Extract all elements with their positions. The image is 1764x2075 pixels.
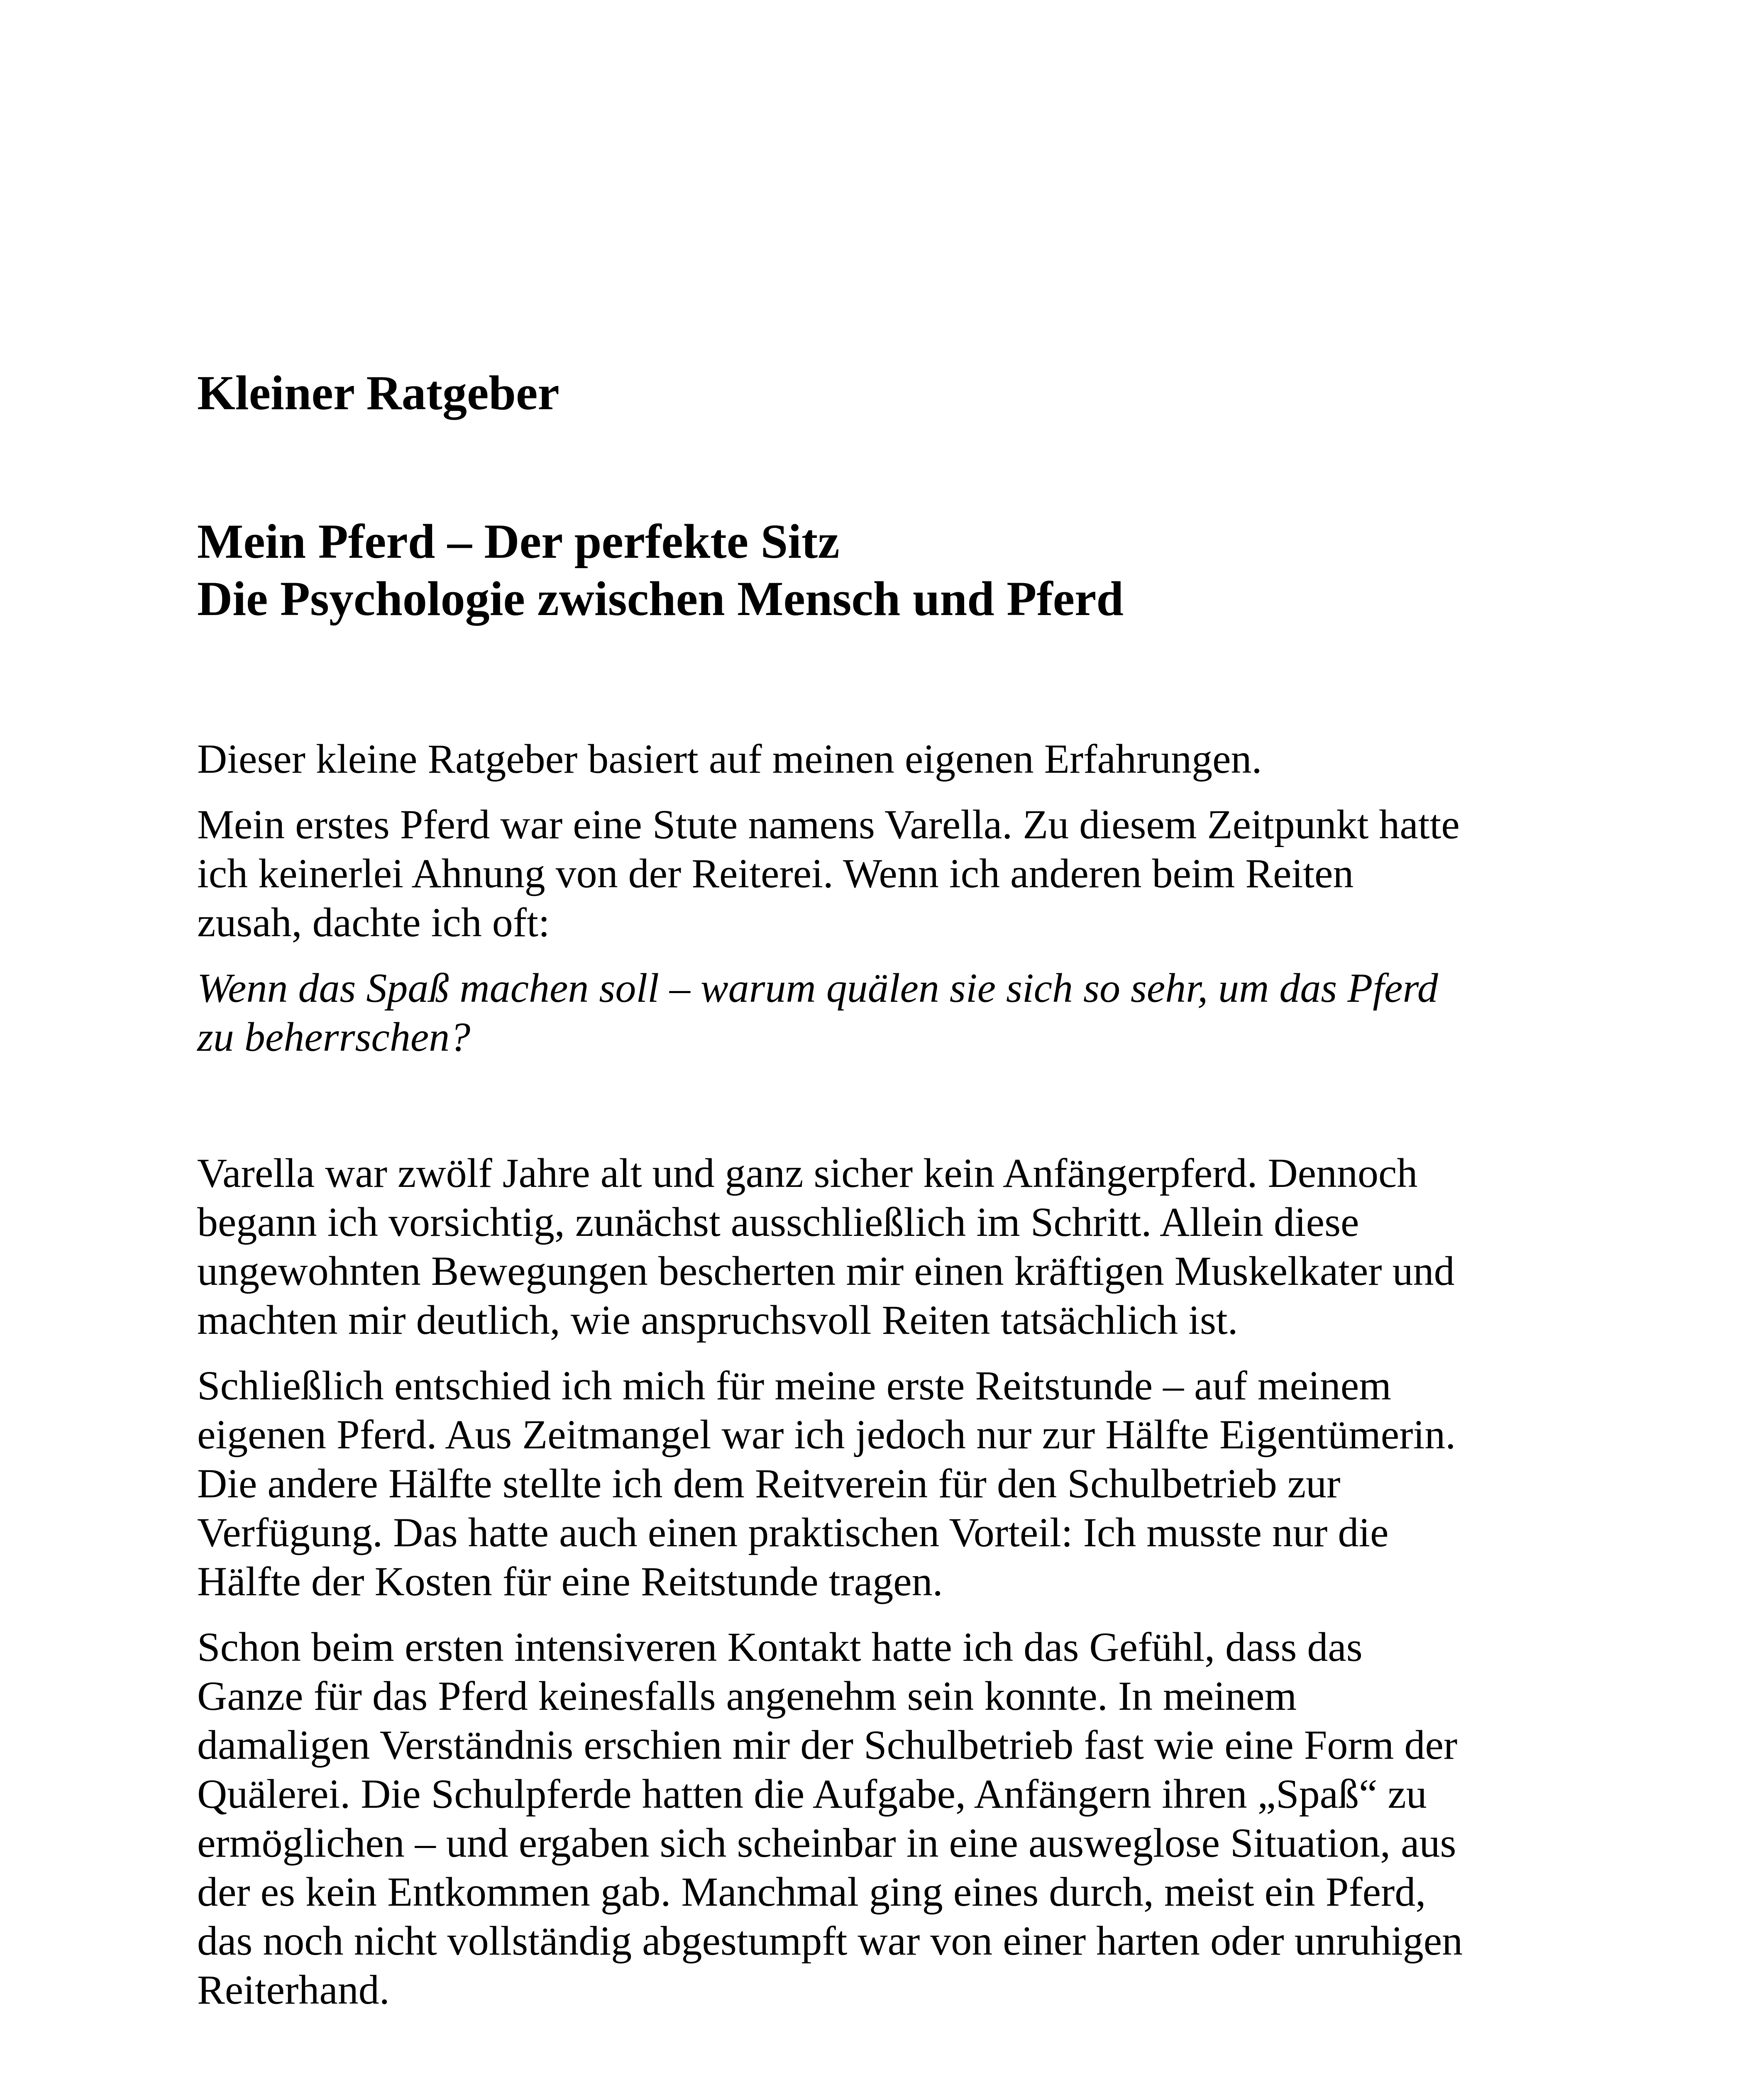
book-title: Kleiner Ratgeber: [197, 366, 559, 420]
text-line: Schon beim ersten intensiveren Kontakt hatte ich das Gefühl, dass das: [197, 1624, 1363, 1670]
text-line: eigenen Pferd. Aus Zeitmangel war ich jedoch nur zur Hälfte Eigentümerin.: [197, 1411, 1456, 1457]
body-text: [197, 735, 1600, 2014]
text-line: zusah, dachte ich oft:: [197, 899, 550, 945]
text-line: ich keinerlei Ahnung von der Reiterei. Wenn ich anderen beim Reiten: [197, 850, 1354, 896]
text-line: Reiterhand.: [197, 1967, 390, 2013]
paragraph-varella: [197, 1149, 1600, 1345]
paragraph-intro: [197, 735, 1600, 784]
text-line: ermöglichen – und ergaben sich scheinbar in eine ausweglose Situation, aus: [197, 1820, 1456, 1866]
text-line: Hälfte der Kosten für eine Reitstunde tragen.: [197, 1558, 943, 1604]
text-line: machten mir deutlich, wie anspruchsvoll Reiten tatsächlich ist.: [197, 1297, 1238, 1343]
page-content: [197, 364, 1600, 2014]
text-line: das noch nicht vollständig abgestumpft war von einer harten oder unruhigen: [197, 1918, 1463, 1964]
text-line: Wenn das Spaß machen soll – warum quälen sie sich so sehr, um das Pferd: [197, 965, 1438, 1011]
text-line: Varella war zwölf Jahre alt und ganz sicher kein Anfängerpferd. Dennoch: [197, 1150, 1418, 1196]
chapter-title: [197, 513, 1600, 627]
text-line: Dieser kleine Ratgeber basiert auf meinen eigenen Erfahrungen.: [197, 736, 1262, 782]
text-line: Verfügung. Das hatte auch einen praktischen Vorteil: Ich musste nur die: [197, 1509, 1389, 1555]
chapter-title-line: Die Psychologie zwischen Mensch und Pferd: [197, 571, 1124, 626]
paragraph-first-horse: [197, 800, 1600, 947]
text-line: Mein erstes Pferd war eine Stute namens Varella. Zu diesem Zeitpunkt hatte: [197, 801, 1460, 847]
paragraph-first-lesson: [197, 1361, 1600, 1606]
paragraph-quote: [197, 964, 1600, 1062]
text-line: der es kein Entkommen gab. Manchmal ging eines durch, meist ein Pferd,: [197, 1869, 1426, 1915]
text-line: Schließlich entschied ich mich für meine erste Reitstunde – auf meinem: [197, 1362, 1391, 1409]
text-line: begann ich vorsichtig, zunächst ausschließlich im Schritt. Allein diese: [197, 1199, 1359, 1245]
text-line: Ganze für das Pferd keinesfalls angenehm sein konnte. In meinem: [197, 1673, 1297, 1719]
text-line: Quälerei. Die Schulpferde hatten die Aufgabe, Anfängern ihren „Spaß“ zu: [197, 1771, 1427, 1817]
text-line: Die andere Hälfte stellte ich dem Reitverein für den Schulbetrieb zur: [197, 1460, 1341, 1506]
chapter-title-line: Mein Pferd – Der perfekte Sitz: [197, 514, 840, 569]
text-line: damaligen Verständnis erschien mir der Schulbetrieb fast wie eine Form der: [197, 1722, 1458, 1768]
paragraph-school-horses: [197, 1623, 1600, 2014]
text-line: zu beherrschen?: [197, 1014, 471, 1060]
text-line: ungewohnten Bewegungen bescherten mir einen kräftigen Muskelkater und: [197, 1248, 1455, 1294]
